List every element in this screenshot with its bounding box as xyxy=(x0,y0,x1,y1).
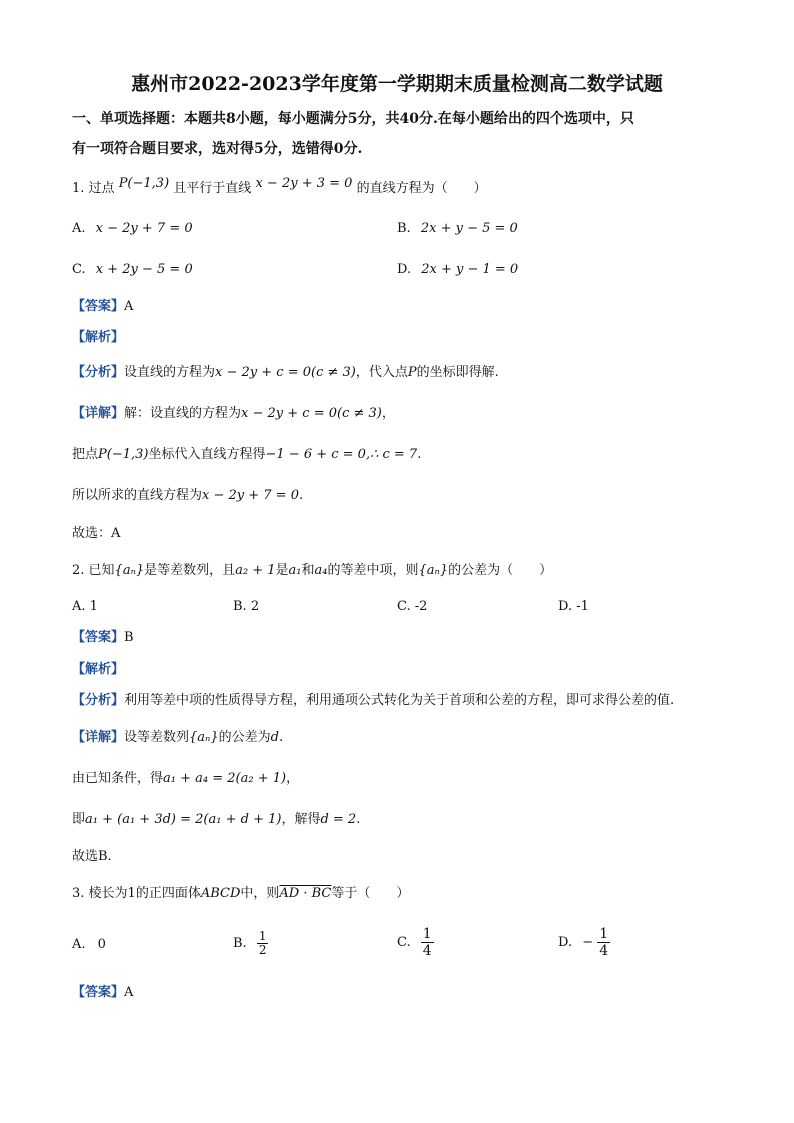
analysis-tag: 【解析】 xyxy=(72,662,125,677)
q1-given-line: x − 2y + 3 = 0 xyxy=(255,176,353,191)
q3-vector-product: AD · BC xyxy=(279,886,332,901)
q1-fenxi xyxy=(72,364,499,382)
option-value: 0 xyxy=(97,937,106,952)
option-letter: B. xyxy=(233,936,247,951)
answer-value: A xyxy=(124,985,134,1000)
q2-a1: a₁ xyxy=(288,563,302,578)
fraction-numerator: 1 xyxy=(258,929,267,943)
fenxi-tag: 【分析】 xyxy=(72,693,125,708)
q1-analysis-tag xyxy=(72,329,124,347)
q3-stem xyxy=(72,885,409,903)
section-heading-line-1: 一、单项选择题：本题共8小题，每小题满分5分，共40分.在每小题给出的四个选项中，只 xyxy=(72,111,634,127)
q2-sequence-2: {aₙ} xyxy=(418,563,449,578)
q2-sequence: {aₙ} xyxy=(114,563,145,578)
q1-option-d xyxy=(397,261,518,279)
q1-stem-text-2: 且平行于直线 xyxy=(173,181,252,196)
q1-step-3 xyxy=(72,487,303,505)
q2-stem-text: 2. 已知 xyxy=(72,563,115,578)
fenxi-text-3: 的坐标即得解. xyxy=(416,365,499,380)
step-text-2: ， xyxy=(286,771,300,786)
step-equation: −1 − 6 + c = 0,∴ c = 7 xyxy=(265,447,418,462)
detail-text-2: ， xyxy=(381,406,395,421)
answer-value: A xyxy=(124,299,134,314)
fraction-denominator: 2 xyxy=(258,943,267,957)
answer-tag: 【答案】 xyxy=(72,630,125,645)
q2-a4: a₄ xyxy=(314,563,328,578)
q2-stem-text-4: 和 xyxy=(301,563,315,578)
q2-step-2 xyxy=(72,770,299,788)
detail-equation: x − 2y + c = 0(c ≠ 3) xyxy=(241,406,382,421)
fraction-denominator: 4 xyxy=(599,943,609,959)
q2-choice: 故选B. xyxy=(72,849,112,864)
q3-edge-length: 1 xyxy=(127,886,136,901)
fenxi-point: P xyxy=(407,365,417,380)
q2-stem-text-3: 是 xyxy=(275,563,289,578)
detail-sequence: {aₙ} xyxy=(189,730,219,745)
step-text: 由已知条件，得 xyxy=(72,771,164,786)
fenxi-equation: x − 2y + c = 0(c ≠ 3) xyxy=(215,365,356,380)
section-heading-line-2: 有一项符合题目要求，选对得5分，选错得0分. xyxy=(72,141,363,157)
detail-d: d xyxy=(270,730,279,745)
option-letter: A. xyxy=(72,937,86,952)
step-text: 即 xyxy=(72,812,86,827)
q2-term: a₂ + 1 xyxy=(235,563,276,578)
q1-option-c xyxy=(72,261,193,279)
step-text-2: ，解得 xyxy=(281,812,321,827)
option-value: 2x + y − 5 = 0 xyxy=(420,221,518,236)
q1-detail xyxy=(72,405,395,423)
q2-stem-text-6: 的公差为（ ） xyxy=(448,563,553,578)
fraction-denominator: 4 xyxy=(422,943,432,959)
q2-answer xyxy=(72,629,134,647)
option-letter: A. xyxy=(72,221,86,236)
q2-option-b: B. 2 xyxy=(233,599,260,614)
q3-option-b xyxy=(233,930,268,957)
answer-tag: 【答案】 xyxy=(72,299,125,314)
detail-text: 设等差数列 xyxy=(124,730,190,745)
fenxi-text: 设直线的方程为 xyxy=(124,365,216,380)
option-letter: C. xyxy=(72,262,86,277)
q2-option-d: D. -1 xyxy=(558,599,589,614)
step-text-2: 坐标代入直线方程得 xyxy=(148,447,266,462)
q1-option-a xyxy=(72,220,193,238)
step-text-2: . xyxy=(298,488,304,503)
option-sign: − xyxy=(582,935,594,950)
step-text: 所以所求的直线方程为 xyxy=(72,488,203,503)
detail-tag: 【详解】 xyxy=(72,730,125,745)
q1-stem-text-3: 的直线方程为（ ） xyxy=(356,181,487,196)
q1-step-2 xyxy=(72,446,421,464)
q2-stem-text-5: 的等差中项，则 xyxy=(327,563,419,578)
option-value: x + 2y − 5 = 0 xyxy=(95,262,193,277)
detail-tag: 【详解】 xyxy=(72,406,125,421)
step-equation: x − 2y + 7 = 0 xyxy=(202,488,299,503)
step-equation: a₁ + (a₁ + 3d) = 2(a₁ + d + 1) xyxy=(85,812,282,827)
detail-text-3: . xyxy=(278,730,284,745)
option-value: x − 2y + 7 = 0 xyxy=(95,221,193,236)
fraction-numerator: 1 xyxy=(599,926,609,942)
fraction-numerator: 1 xyxy=(422,926,432,942)
q1-choice: 故选：A xyxy=(72,526,121,541)
analysis-tag: 【解析】 xyxy=(72,330,125,345)
q1-stem-text: 1. 过点 xyxy=(72,181,115,196)
option-letter: B. xyxy=(397,221,411,236)
step-point: P(−1,3) xyxy=(98,447,149,462)
option-fraction xyxy=(421,926,434,959)
q3-answer xyxy=(72,984,133,1002)
q2-option-a: A. 1 xyxy=(72,599,98,614)
fenxi-text-2: ，代入点 xyxy=(355,365,408,380)
q3-stem-text: 3. 棱长为 xyxy=(72,886,128,901)
q1-answer xyxy=(72,298,133,316)
q3-option-c xyxy=(397,926,434,959)
q2-step-3 xyxy=(72,811,360,829)
page-title: 惠州市2022-2023学年度第一学期期末质量检测高二数学试题 xyxy=(131,73,663,95)
q1-point: P(−1,3) xyxy=(118,176,170,191)
detail-text-2: 的公差为 xyxy=(218,730,271,745)
q3-stem-text-2: 的正四面体 xyxy=(135,886,201,901)
q3-stem-text-3: 中，则 xyxy=(240,886,280,901)
option-letter: C. xyxy=(397,935,411,950)
q2-detail xyxy=(72,729,283,747)
q2-option-c: C. -2 xyxy=(397,599,428,614)
step-text-3: . xyxy=(356,812,361,827)
option-value: 2x + y − 1 = 0 xyxy=(421,262,519,277)
step-text-3: . xyxy=(417,447,422,462)
q3-option-a xyxy=(72,936,106,954)
q3-stem-text-4: 等于（ ） xyxy=(331,886,410,901)
option-fraction xyxy=(597,926,610,959)
detail-text: 解：设直线的方程为 xyxy=(124,406,242,421)
q3-option-d xyxy=(558,926,610,959)
answer-value: B xyxy=(124,630,134,645)
step-text: 把点 xyxy=(72,447,99,462)
option-letter: D. xyxy=(558,935,573,950)
option-letter: D. xyxy=(397,262,412,277)
step-equation: a₁ + a₄ = 2(a₂ + 1) xyxy=(163,771,287,786)
q1-option-b xyxy=(397,220,518,238)
q1-stem xyxy=(72,176,487,198)
step-result: d = 2 xyxy=(320,812,357,827)
fenxi-text: 利用等差中项的性质得导方程，利用通项公式转化为关于首项和公差的方程，即可求得公差的值. xyxy=(124,693,675,708)
q2-fenxi xyxy=(72,692,674,710)
option-fraction xyxy=(257,930,269,957)
q3-tetrahedron: ABCD xyxy=(200,886,241,901)
q2-stem xyxy=(72,562,552,580)
fenxi-tag: 【分析】 xyxy=(72,365,125,380)
answer-tag: 【答案】 xyxy=(72,985,125,1000)
q2-stem-text-2: 是等差数列，且 xyxy=(144,563,236,578)
q2-analysis-tag xyxy=(72,661,124,679)
